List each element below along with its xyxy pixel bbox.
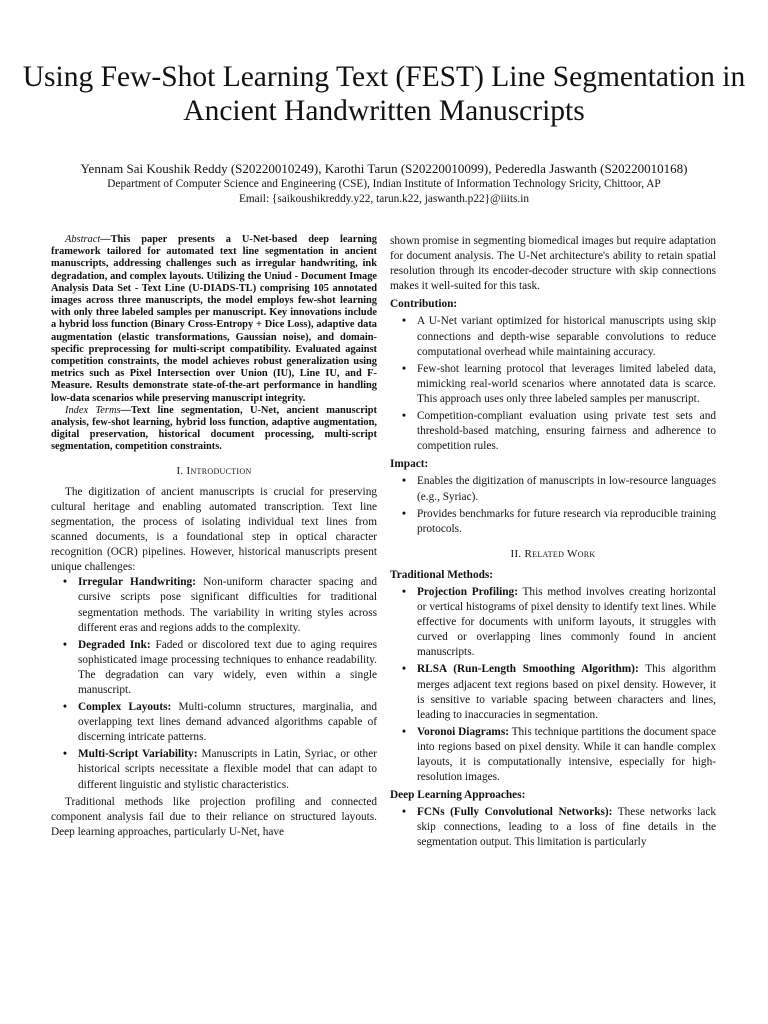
list-item [51,747,377,792]
list-item-text: A U-Net variant optimized for historical manuscripts using skip connections and depth-wise separable convolutions to reduce computational overhead while maintaining accuracy. [417,315,716,358]
list-item-term: Multi-Script Variability: [78,748,198,761]
list-item-text: Provides benchmarks for future research via reproducible training protocols. [417,507,716,535]
list-item-term: Voronoi Diagrams: [417,725,509,738]
affiliation: Department of Computer Science and Engineering (CSE), Indian Institute of Information Technology Sricity, Chittoor, AP [107,178,661,190]
list-item-text: Faded or discolored text due to aging requires sophisticated image processing techniques to enhance readability. The degradation can vary widely, even within a single manuscript. [78,638,377,696]
list-item [390,662,716,722]
list-item-text: Manuscripts in Latin, Syriac, or other historical scripts necessitate a flexible model that can adapt to different linguistic and stylistic characteristics. [78,748,377,791]
bullet-icon: • [402,362,406,375]
list-item-text: Multi-column structures, marginalia, and overlapping text lines demand advanced algorithms capable of discerning intricate patterns. [78,701,377,744]
bullet-icon: • [402,585,406,598]
bullet-icon: • [63,701,67,714]
list-item [51,638,377,698]
list-item-term: Projection Profiling: [417,585,518,598]
impact-list [390,474,716,536]
intro-paragraph-1: The digitization of ancient manuscripts is crucial for preserving cultural heritage and enabling automated transcription. Text line segmentation, the process of isolating individual text lines from scanned documents, is a foundational step in optical character recognition (OCR) pipelines. However, historical manuscripts present unique challenges: [51,485,377,574]
bullet-icon: • [402,410,406,423]
list-item-text: These networks lack skip connections, leading to a loss of fine details in the segmentation output. This limitation is particularly [417,806,716,849]
abstract-text: —This paper presents a U-Net-based deep learning framework tailored for automated text line segmentation in ancient manuscripts, addressing challenges such as irregular handwriting, ink degradation, and complex layouts. Utilizing the Uniud - Document Image Analysis Data Set - Text Line (U-DIADS-TL) comprising 105 annotated images across three manuscripts, the model employs few-shot learning with only three labeled samples per manuscript. Key innovations include a hybrid loss function (Binary Cross-Entropy + Dice Loss), adaptive data augmentation (elastic transformations, Gaussian noise), and domain-specific preprocessing for multi-script compatibility. Evaluated against competition constraints, the model achieves robust generalization using metrics such as Pixel Intersection over Union (IU), Line IU, and F-Measure. Results demonstrate state-of-the-art performance in handling low-data scenarios while preserving manuscript integrity. [51,234,377,404]
bullet-icon: • [402,725,406,738]
intro-paragraph-2: Traditional methods like projection profiling and connected component analysis fail due to their reliance on structured layouts. Deep learning approaches, particularly U-Net, have [51,795,377,838]
list-item [51,575,377,635]
bullet-icon: • [63,748,67,761]
list-item-text: This technique partitions the document space into regions based on pixel density. While it can handle complex layouts, it is computationally intensive, especially for high-resolution images. [417,725,716,784]
traditional-methods-list [390,585,716,785]
list-item [390,474,716,504]
list-item [51,700,377,745]
list-item [390,409,716,454]
contribution-heading: Contribution: [390,298,458,311]
impact-heading: Impact: [390,458,429,471]
list-item-text: This algorithm merges adjacent text regions based on pixel density. However, it is sensitive to variable spacing between characters and lines, leading to inaccuracies in segmentation. [417,663,717,721]
list-item-term: Complex Layouts: [78,701,172,714]
list-item-text: Enables the digitization of manuscripts in low-resource languages (e.g., Syriac). [417,475,716,503]
abstract [51,234,377,405]
list-item-text: This method involves creating horizontal or vertical histograms of pixel density to identify text lines. While effective for documents with uniform layouts, it struggles with curved or overlapping lines commonly found in ancient manuscripts. [417,585,716,659]
paper-title: Using Few-Shot Learning Text (FEST) Line Segmentation in Ancient Handwritten Manuscripts [22,61,746,127]
list-item [390,805,716,850]
list-item-term: FCNs (Fully Convolutional Networks): [417,806,613,819]
bullet-icon: • [402,806,406,819]
left-column [51,234,377,840]
deep-learning-list [390,805,716,850]
traditional-methods-heading: Traditional Methods: [390,568,494,581]
list-item-text: Few-shot learning protocol that leverages limited labeled data, mimicking real-world scenarios where annotated data is scarce. This approach uses only three labeled samples per manuscript. [417,362,716,405]
email-line: Email: {saikoushikreddy.y22, tarun.k22, jaswanth.p22}@iiits.in [238,193,530,205]
bullet-icon: • [63,638,67,651]
author-list: Yennam Sai Koushik Reddy (S20220010249), Karothi Tarun (S20220010099), Pederedla Jaswanth (S20220010168) [80,161,688,176]
section-heading-related-work: II. Related Work [510,547,596,560]
bullet-icon: • [402,507,406,520]
list-item-text: Competition-compliant evaluation using private test sets and threshold-based matching, ensuring fairness and adherence to competition rules. [417,410,716,453]
right-column [390,234,716,853]
list-item [390,725,716,785]
intro-challenge-list [51,575,377,792]
contribution-list [390,314,716,454]
list-item-term: Irregular Handwriting: [78,576,196,589]
list-item-text: Non-uniform character spacing and cursive scripts pose significant difficulties for traditional segmentation methods. The variability in writing styles across different eras and regions adds to the complexity. [78,576,377,634]
index-terms [51,405,377,454]
bullet-icon: • [402,663,406,676]
list-item-term: Degraded Ink: [78,638,151,651]
abstract-label: Abstract [65,234,101,245]
list-item [390,585,716,660]
index-terms-label: Index Terms [65,404,121,416]
deep-learning-heading: Deep Learning Approaches: [390,789,526,802]
index-terms-text: —Text line segmentation, U-Net, ancient manuscript analysis, few-shot learning, hybrid loss function, adaptive augmentation, digital preservation, historical document processing, multi-script segmentation, competition constraints. [51,404,377,453]
list-item [390,507,716,537]
bullet-icon: • [402,475,406,488]
continued-paragraph: shown promise in segmenting biomedical images but require adaptation for document analysis. The U-Net architecture's ability to retain spatial resolution through its encoder-decoder structure with skip connections makes it well-suited for this task. [390,235,716,293]
bullet-icon: • [402,315,406,328]
list-item [390,362,716,407]
section-heading-introduction: I. Introduction [176,464,252,477]
list-item [390,314,716,359]
list-item-term: RLSA (Run-Length Smoothing Algorithm): [417,663,639,676]
bullet-icon: • [63,576,67,589]
